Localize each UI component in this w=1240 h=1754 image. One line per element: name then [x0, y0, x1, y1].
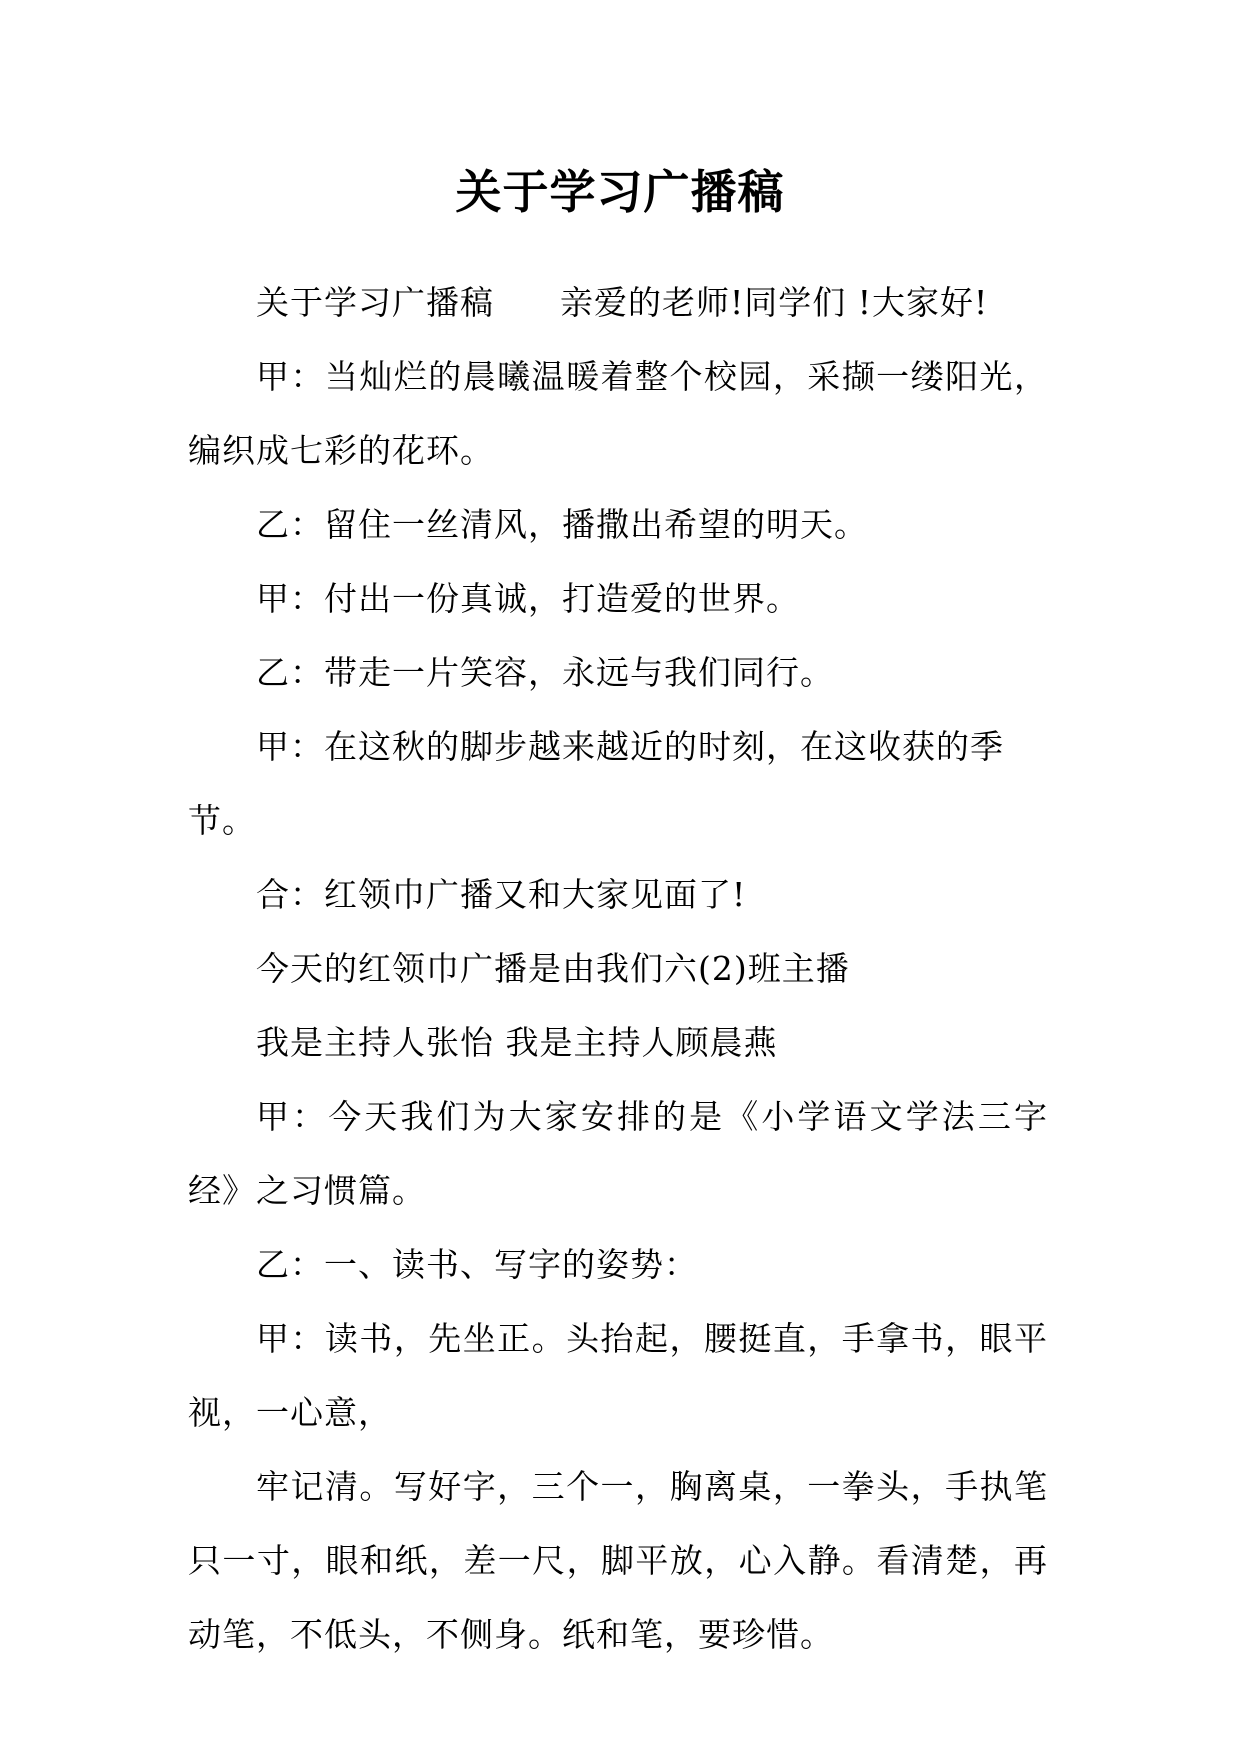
paragraph-8: 我是主持人张怡 我是主持人顾晨燕	[256, 1023, 778, 1062]
paragraph-1: 甲：当灿烂的晨曦温暖着整个校园，采撷一缕阳光，编织成七彩的花环。	[188, 357, 1048, 470]
paragraph-7: 今天的红领巾广播是由我们六(2)班主播	[256, 949, 850, 988]
document-title: 关于学习广播稿	[455, 165, 785, 219]
intro-greeting: 亲爱的老师!同学们 !大家好!	[560, 283, 989, 322]
paragraph-10: 乙：一、读书、写字的姿势：	[256, 1245, 698, 1284]
paragraph-2: 乙：留住一丝清风，播撒出希望的明天。	[256, 505, 868, 544]
intro-heading: 关于学习广播稿	[256, 283, 494, 322]
paragraph-3: 甲：付出一份真诚，打造爱的世界。	[256, 579, 800, 618]
paragraph-6: 合：红领巾广播又和大家见面了!	[256, 875, 747, 914]
paragraph-12: 牢记清。写好字，三个一，胸离桌，一拳头，手执笔只一寸，眼和纸，差一尺，脚平放，心入静。看清楚，再动笔，不低头，不侧身。纸和笔，要珍惜。	[188, 1467, 1048, 1654]
intro-paragraph	[188, 266, 1048, 340]
paragraph-11: 甲：读书，先坐正。头抬起，腰挺直，手拿书，眼平视，一心意，	[188, 1319, 1048, 1432]
paragraph-5: 甲：在这秋的脚步越来越近的时刻，在这收获的季节。	[188, 727, 1004, 840]
document-body	[188, 266, 1048, 1672]
paragraph-4: 乙：带走一片笑容，永远与我们同行。	[256, 653, 834, 692]
paragraph-9: 甲：今天我们为大家安排的是《小学语文学法三字经》之习惯篇。	[188, 1097, 1048, 1210]
